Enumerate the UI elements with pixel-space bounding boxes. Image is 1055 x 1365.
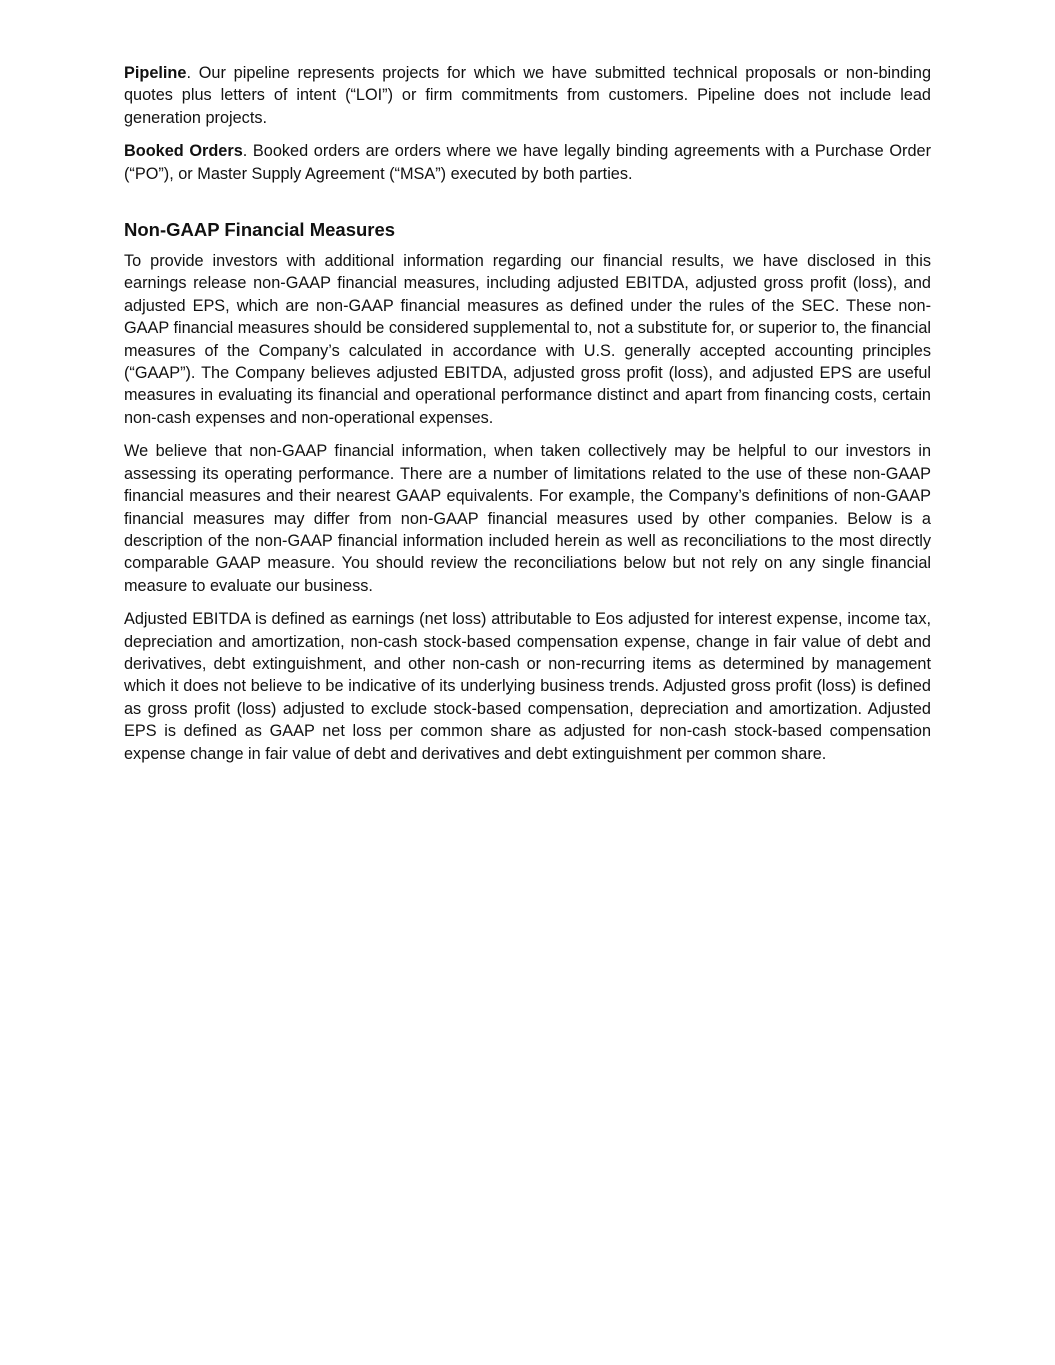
section-heading: Non-GAAP Financial Measures [124,219,396,241]
definition-booked-orders [124,140,931,185]
definition-text: . Booked orders are orders where we have legally binding agreements with a Purchase Order (“PO”), or Master Supply Agreement (“MSA”) executed by both parties. [124,142,931,183]
definition-text: . Our pipeline represents projects for which we have submitted technical proposals or non-binding quotes plus letters of intent (“LOI”) or firm commitments from customers. Pipeline does not include lead generation projects. [124,64,931,127]
paragraph-limitations: We believe that non-GAAP financial information, when taken collectively may be helpful to our investors in assessing its operating performance. There are a number of limitations related to the use of these non-GAAP financial measures and their nearest GAAP equivalents. For example, the Company’s definitions of non-GAAP financial measures may differ from non-GAAP financial measures used by other companies. Below is a description of the non-GAAP financial information included herein as well as reconciliations to the most directly comparable GAAP measure. You should review the reconciliations below but not rely on any single financial measure to evaluate our business. [124,442,931,595]
definition-term: Booked Orders [124,142,243,161]
paragraph-intro: To provide investors with additional information regarding our financial results, we have disclosed in this earnings release non-GAAP financial measures, including adjusted EBITDA, adjusted gross profit (loss), and adjusted EPS, which are non-GAAP financial measures as defined under the rules of the SEC. These non-GAAP financial measures should be considered supplemental to, not a substitute for, or superior to, the financial measures of the Company’s calculated in accordance with U.S. generally accepted accounting principles (“GAAP”). The Company believes adjusted EBITDA, adjusted gross profit (loss), and adjusted EPS are useful measures in evaluating its financial and operational performance distinct and apart from financing costs, certain non-cash expenses and non-operational expenses. [124,252,931,427]
definition-term: Pipeline [124,64,187,82]
definition-pipeline [124,62,931,129]
document-page [124,62,931,776]
paragraph-definitions: Adjusted EBITDA is defined as earnings (net loss) attributable to Eos adjusted for interest expense, income tax, depreciation and amortization, non-cash stock-based compensation expense, change in fair value of debt and derivatives, debt extinguishment, and other non-cash or non-recurring items as determined by management which it does not believe to be indicative of its underlying business trends. Adjusted gross profit (loss) is defined as gross profit (loss) adjusted to exclude stock-based compensation, depreciation and amortization. Adjusted EPS is defined as GAAP net loss per common share as adjusted for non-cash stock-based compensation expense change in fair value of debt and derivatives and debt extinguishment per common share. [124,610,931,763]
